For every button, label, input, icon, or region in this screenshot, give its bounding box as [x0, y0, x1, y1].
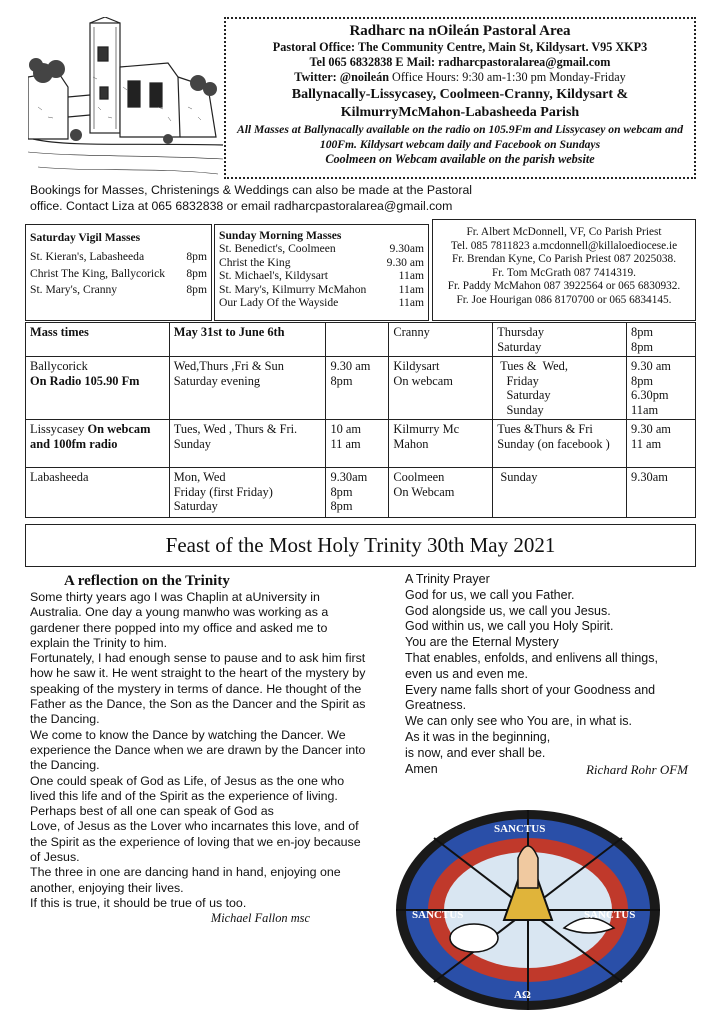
sunday-row: Christ the King 9.30 am	[219, 255, 424, 269]
table-row: Labasheeda Mon, Wed Friday (first Friday) Saturday 9.30am 8pm 8pm Coolmeen On Webcam Sunday 9.30am	[26, 468, 696, 518]
trinity-stained-glass-window	[394, 808, 662, 1013]
reflection-paragraph: Love, of Jesus as the Lover who incarnates this love, and of the Spirit as the experience of loving that we en-joy because of Jesus.	[30, 819, 361, 865]
prayer-line: As it was in the beginning,	[405, 729, 551, 744]
church-cell: Labasheeda	[26, 468, 170, 518]
reflection-paragraph: If this is true, it should be true of us too.	[30, 895, 247, 910]
sunday-row: St. Benedict's, Coolmeen 9.30am	[219, 242, 424, 256]
priest-line: Fr. Paddy McMahon 087 3922564 or 065 6830932.	[447, 280, 681, 292]
prayer-line: That enables, enfolds, and enlivens all things,	[405, 650, 658, 665]
header-box	[224, 17, 696, 179]
sunday-row: Our Lady Of the Wayside 11am	[219, 296, 424, 310]
prayer-line: even us and even me.	[405, 666, 528, 681]
reflection-paragraph: We come to know the Dance by watching the Dancer. We experience the Dance when we are drawn by the Dancer into the Dancing.	[30, 727, 366, 773]
prayer-line: is now, and ever shall be.	[405, 745, 546, 760]
reflection-author: Michael Fallon msc	[210, 911, 310, 926]
window-lettering: SANCTUS	[412, 909, 464, 921]
table-row: Lissycasey On webcam and 100fm radio Tues, Wed , Thurs & Fri. Sunday 10 am 11 am Kilmurry Mc Mahon Tues &Thurs & Fri Sunday (on facebook ) 9.30 am 11 am	[26, 420, 696, 468]
prayer-author: Richard Rohr OFM	[585, 761, 688, 777]
reflection-section	[30, 573, 370, 927]
reflection-title: A reflection on the Trinity	[64, 573, 230, 589]
priest-line: Fr. Brendan Kyne, Co Parish Priest 087 2025038.	[451, 253, 677, 265]
prayer-line: God for us, we call you Father.	[405, 587, 575, 602]
prayer-line: A Trinity Prayer	[405, 572, 490, 586]
vigil-row: Christ The King, Ballycorick 8pm	[30, 266, 207, 280]
church-cell: Lissycasey On webcam and 100fm radio	[26, 420, 170, 468]
window-lettering: SANCTUS	[584, 909, 636, 921]
pastoral-area-title: Radharc na nOileán Pastoral Area	[349, 23, 571, 39]
sunday-row: St. Mary's, Kilmurry McMahon 11am	[219, 282, 424, 296]
prayer-line: You are the Eternal Mystery	[405, 635, 559, 650]
priest-line: Fr. Tom McGrath 087 7414319.	[492, 266, 636, 279]
feast-banner: Feast of the Most Holy Trinity 30th May 2021	[25, 524, 696, 567]
reflection-paragraph: Perhaps best of all one can speak of God as	[30, 804, 274, 819]
vigil-heading: Saturday Vigil Masses	[30, 231, 141, 244]
trinity-prayer	[405, 572, 705, 777]
office-hours: Office Hours: 9:30 am-1:30 pm Monday-Friday	[392, 70, 626, 85]
table-row: Ballycorick On Radio 105.90 Fm Wed,Thurs ,Fri & Sun Saturday evening 9.30 am 8pm Kildysart On webcam Tues & Wed, Friday Saturday Sunday 9.30 am 8pm 6.30pm 11am	[26, 357, 696, 420]
vigil-masses-box	[25, 224, 212, 321]
cranny-times: 8pm 8pm	[627, 323, 696, 357]
bookings-note: Bookings for Masses, Christenings & Weddings can also be made at the Pastoral office. Contact Liza at 065 6832838 or email radharcpastoralarea@gmail.com	[30, 183, 473, 213]
date-range: May 31st to June 6th	[169, 323, 326, 357]
prayer-line: We can only see who You are, in what is.	[405, 714, 632, 729]
prayer-amen: Amen	[405, 761, 438, 776]
vigil-row: St. Kieran's, Labasheeda 8pm	[30, 250, 207, 264]
contact-line: Tel 065 6832838 E Mail: radharcpastoralarea@gmail.com	[309, 55, 611, 70]
cranny-label: Cranny	[389, 323, 493, 357]
priest-line: Fr. Albert McDonnell, VF, Co Parish Priest	[466, 226, 662, 238]
vigil-row: St. Mary's, Cranny 8pm	[30, 283, 207, 297]
parish-line-1: Ballynacally-Lissycasey, Coolmeen-Cranny, Kildysart &	[291, 86, 629, 102]
prayer-line: God alongside us, we call you Jesus.	[405, 603, 611, 618]
mass-times-table	[25, 322, 696, 518]
reflection-paragraph: The three in one are dancing hand in hand, enjoying one another, enjoying their lives.	[30, 865, 341, 895]
sunday-masses-box	[214, 224, 429, 321]
church-cell: Ballycorick On Radio 105.90 Fm	[26, 357, 170, 420]
window-lettering: SANCTUS	[494, 823, 546, 835]
church-ruin-sketch	[28, 17, 223, 182]
prayer-line: Every name falls short of your Goodness and Greatness.	[405, 682, 656, 713]
twitter-handle: Twitter: @noileán	[294, 70, 389, 85]
priest-line: Fr. Joe Hourigan 086 8170700 or 065 6834145.	[456, 293, 672, 306]
radio-note: All Masses at Ballynacally available on the radio on 105.9Fm and Lissycasey on webcam and 100Fm. Kildysart webcam daily and Facebook on Sundays	[236, 122, 684, 151]
reflection-paragraph: Some thirty years ago I was Chaplin at aUniversity in Australia. One day a young manwho was working as a gardener there popped into my office and asked me to explain the Trinity to him.	[30, 590, 329, 650]
parish-line-2: KilmurryMcMahon-Labasheeda Parish	[340, 104, 580, 120]
coolmeen-note: Coolmeen on Webcam available on the parish website	[325, 151, 595, 166]
priests-contact-box	[432, 219, 696, 321]
reflection-paragraph: One could speak of God as Life, of Jesus as the one who lived this life and of the Spirit as the experience of living.	[30, 773, 345, 803]
priest-line: Tel. 085 7811823 a.mcdonnell@killaloediocese.ie	[450, 239, 678, 252]
table-header-row	[26, 323, 696, 357]
window-lettering: AΩ	[514, 989, 531, 1001]
reflection-paragraph: Fortunately, I had enough sense to pause and to ask him first how he saw it. He went straight to the heart of the mystery by speaking of the mystery in terms of dance. He thought of the Father as the Dance, the Son as the Dancer and the Spirit as the Dancing.	[30, 651, 366, 727]
mass-times-label: Mass times	[26, 323, 170, 357]
sunday-heading: Sunday Morning Masses	[219, 229, 342, 242]
office-address: Pastoral Office: The Community Centre, Main St, Kildysart. V95 XKP3	[272, 40, 648, 54]
prayer-line: God within us, we call you Holy Spirit.	[405, 619, 614, 634]
cranny-days: Thursday Saturday	[493, 323, 627, 357]
sunday-row: St. Michael's, Kildysart 11am	[219, 269, 424, 283]
